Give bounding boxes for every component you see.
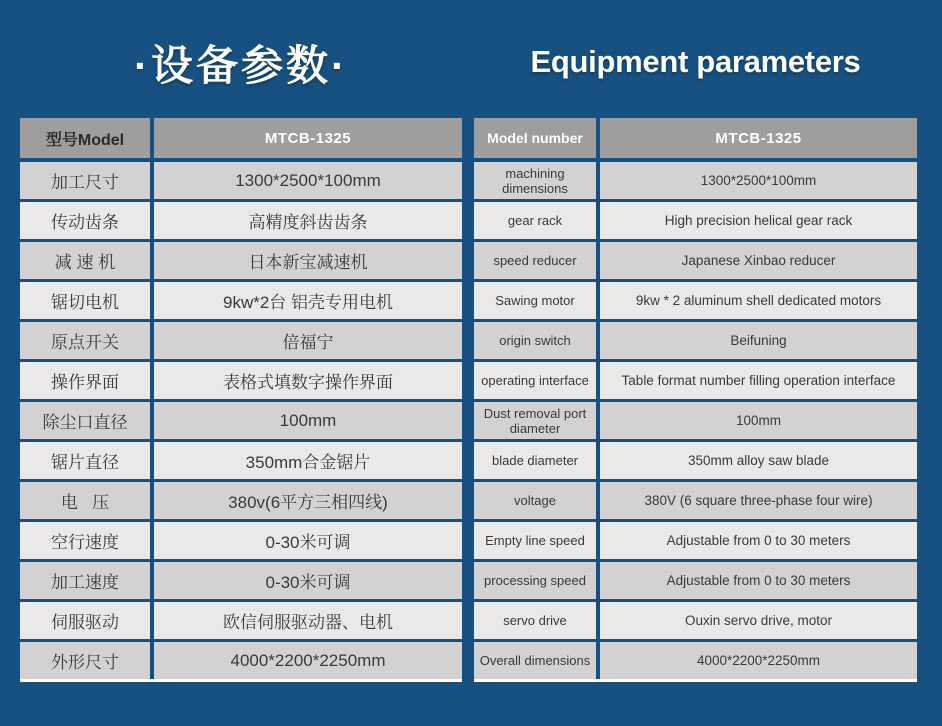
param-label-text: Sawing motor — [495, 293, 575, 308]
param-label — [20, 402, 150, 439]
param-value — [154, 202, 462, 239]
table-row — [20, 162, 462, 199]
param-value-text: Ouxin servo drive, motor — [684, 612, 833, 628]
param-value-text: 日本新宝减速机 — [248, 253, 368, 272]
param-value-text: 1300*2500*100mm — [700, 172, 817, 188]
param-label — [20, 322, 150, 359]
param-value-text: 4000*2200*2250mm — [230, 650, 386, 670]
param-value — [600, 602, 917, 639]
param-value — [600, 362, 917, 399]
parameters-table-english — [474, 118, 917, 682]
param-value — [154, 642, 462, 679]
param-value-text: 高精度斜齿齿条 — [248, 213, 368, 232]
param-label — [474, 322, 596, 359]
param-label — [474, 402, 596, 439]
param-label — [20, 562, 150, 599]
param-value — [600, 282, 917, 319]
param-value-text: 350mm合金锯片 — [245, 453, 371, 472]
table-row — [474, 202, 917, 239]
param-value — [154, 562, 462, 599]
param-value — [154, 602, 462, 639]
table-row — [20, 602, 462, 639]
param-label — [20, 602, 150, 639]
param-value-text: 4000*2200*2250mm — [696, 652, 821, 668]
tables-container — [20, 118, 917, 682]
param-label-text: gear rack — [507, 213, 563, 228]
param-value — [600, 562, 917, 599]
param-value — [600, 402, 917, 439]
table-row — [20, 362, 462, 399]
param-value-text: 100mm — [279, 410, 337, 430]
param-value — [600, 442, 917, 479]
param-label — [20, 162, 150, 199]
param-value — [600, 202, 917, 239]
param-value-text: Adjustable from 0 to 30 meters — [666, 532, 851, 548]
param-label — [474, 442, 596, 479]
param-value — [154, 362, 462, 399]
param-label — [474, 642, 596, 679]
param-label — [474, 602, 596, 639]
param-label-text: 锯片直径 — [51, 453, 119, 472]
param-value-text: 100mm — [735, 412, 781, 428]
param-label-text: 加工速度 — [51, 573, 119, 592]
page-title-chinese: ·设备参数· — [134, 42, 348, 89]
param-label — [20, 202, 150, 239]
table-row — [474, 162, 917, 199]
param-value — [600, 482, 917, 519]
table-row — [20, 322, 462, 359]
param-value-text: Table format number filling operation interface — [621, 372, 896, 388]
table-row — [20, 442, 462, 479]
param-value — [154, 322, 462, 359]
param-value — [154, 442, 462, 479]
param-label — [474, 362, 596, 399]
param-value — [154, 402, 462, 439]
header-model-label: Model number — [474, 118, 596, 158]
param-label-text: 伺服驱动 — [51, 613, 119, 632]
param-label — [20, 442, 150, 479]
param-label-text: Dust removal port diameter — [483, 405, 587, 436]
param-label-text: 除尘口直径 — [42, 413, 128, 432]
param-label-text: operating interface — [481, 373, 589, 388]
param-label — [20, 482, 150, 519]
table-row — [474, 642, 917, 679]
param-label — [20, 362, 150, 399]
param-value-text: 表格式填数字操作界面 — [223, 373, 393, 392]
header-model-value: MTCB-1325 — [154, 118, 462, 158]
param-value — [600, 322, 917, 359]
table-body — [20, 162, 462, 679]
param-value-text: High precision helical gear rack — [664, 212, 853, 228]
param-value-text: 380v(6平方三相四线) — [228, 493, 388, 512]
param-label-text: 操作界面 — [51, 373, 119, 392]
param-label-text: blade diameter — [492, 453, 578, 468]
parameters-table-chinese — [20, 118, 462, 682]
header-model-label: 型号Model — [20, 118, 150, 158]
table-row — [20, 242, 462, 279]
table-row — [474, 282, 917, 319]
param-label-text: voltage — [514, 493, 556, 508]
param-label-text: 电 压 — [60, 493, 110, 512]
param-value-text: 1300*2500*100mm — [235, 170, 381, 190]
table-row — [20, 482, 462, 519]
param-label — [20, 642, 150, 679]
header-model-value: MTCB-1325 — [600, 118, 917, 158]
param-value — [600, 642, 917, 679]
table-row — [474, 562, 917, 599]
param-label — [474, 202, 596, 239]
param-value-text: Japanese Xinbao reducer — [681, 252, 836, 268]
table-header-row — [20, 118, 462, 158]
param-value — [154, 282, 462, 319]
param-value-text: 欧信伺服驱动器、电机 — [223, 613, 393, 632]
table-row — [474, 602, 917, 639]
param-label-text: processing speed — [484, 573, 586, 588]
table-row — [474, 522, 917, 559]
table-body — [474, 162, 917, 679]
param-label-text: 传动齿条 — [51, 213, 119, 232]
table-row — [474, 482, 917, 519]
param-label — [474, 522, 596, 559]
param-value — [154, 522, 462, 559]
param-label-text: 锯切电机 — [51, 293, 119, 312]
param-label — [20, 282, 150, 319]
table-row — [20, 402, 462, 439]
table-row — [474, 362, 917, 399]
param-value-text: 0-30米可调 — [265, 573, 351, 592]
table-row — [474, 442, 917, 479]
param-label-text: 加工尺寸 — [51, 173, 119, 192]
param-value-text: 350mm alloy saw blade — [687, 452, 830, 468]
param-label-text: machining dimensions — [502, 165, 568, 196]
param-value-text: 9kw*2台 铝壳专用电机 — [222, 293, 394, 312]
table-row — [474, 322, 917, 359]
param-label — [20, 242, 150, 279]
param-label-text: origin switch — [499, 333, 571, 348]
param-label-text: 减 速 机 — [54, 253, 116, 272]
param-value — [600, 522, 917, 559]
param-value — [600, 162, 917, 199]
param-label-text: 外形尺寸 — [51, 653, 119, 672]
table-row — [20, 642, 462, 679]
param-label — [474, 282, 596, 319]
param-label-text: speed reducer — [493, 253, 577, 268]
param-label-text: Overall dimensions — [479, 653, 591, 668]
param-value-text: 9kw * 2 aluminum shell dedicated motors — [635, 292, 882, 308]
param-value — [154, 482, 462, 519]
table-row — [474, 242, 917, 279]
table-row — [20, 202, 462, 239]
param-value — [154, 162, 462, 199]
param-label — [474, 562, 596, 599]
param-value-text: 0-30米可调 — [265, 533, 351, 552]
param-label-text: servo drive — [503, 613, 567, 628]
table-row — [20, 282, 462, 319]
table-row — [474, 402, 917, 439]
table-header-row — [474, 118, 917, 158]
param-label — [474, 482, 596, 519]
param-label-text: 空行速度 — [51, 533, 119, 552]
param-value-text: 倍福宁 — [282, 333, 334, 352]
table-row — [20, 522, 462, 559]
page-title-english: Equipment parameters — [530, 44, 861, 79]
param-value-text: Adjustable from 0 to 30 meters — [666, 572, 851, 588]
param-label — [474, 242, 596, 279]
param-value-text: Beifuning — [730, 332, 787, 348]
param-label — [20, 522, 150, 559]
param-label-text: 原点开关 — [51, 333, 119, 352]
param-label-text: Empty line speed — [485, 533, 585, 548]
param-label — [474, 162, 596, 199]
param-value — [600, 242, 917, 279]
table-row — [20, 562, 462, 599]
param-value-text: 380V (6 square three-phase four wire) — [644, 492, 873, 508]
param-value — [154, 242, 462, 279]
